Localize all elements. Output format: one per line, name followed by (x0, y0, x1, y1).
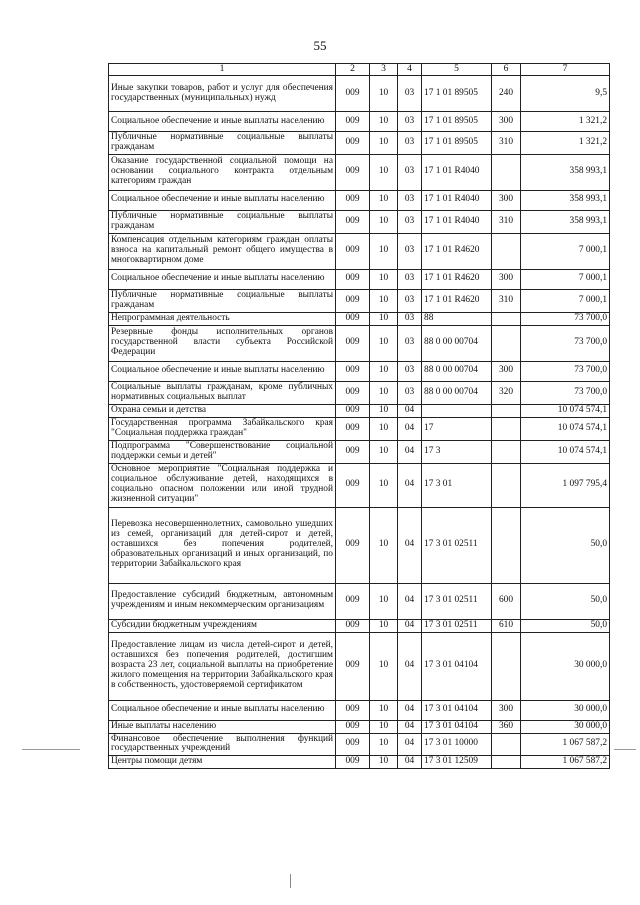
row-amount: 73 700,0 (521, 361, 610, 381)
row-target-code: 17 1 01 R4040 (422, 190, 492, 210)
row-amount: 1 067 587,2 (521, 756, 610, 769)
row-target-code: 17 1 01 R4620 (422, 289, 492, 312)
row-target-code: 17 3 01 04104 (422, 720, 492, 733)
table-row (109, 619, 610, 632)
row-target-code: 17 3 01 02511 (422, 583, 492, 619)
row-expense-type (492, 733, 521, 756)
row-grbs: 009 (336, 700, 370, 720)
row-name: Иные закупки товаров, работ и услуг для обеспечения государственных (муниципальных) нужд (109, 76, 336, 112)
row-grbs: 009 (336, 76, 370, 112)
row-grbs: 009 (336, 632, 370, 700)
row-section: 10 (370, 112, 398, 132)
row-name: Социальное обеспечение и иные выплаты населению (109, 700, 336, 720)
row-name: Иные выплаты населению (109, 720, 336, 733)
row-expense-type: 300 (492, 361, 521, 381)
row-target-code: 17 (422, 417, 492, 440)
budget-table (108, 63, 610, 769)
row-section: 10 (370, 619, 398, 632)
row-grbs: 009 (336, 404, 370, 417)
row-name: Резервные фонды исполнительных органов государственной власти субъекта Российской Федерации (109, 325, 336, 361)
row-section: 10 (370, 700, 398, 720)
row-subsection: 03 (398, 381, 422, 404)
row-amount: 7 000,1 (521, 289, 610, 312)
row-subsection: 03 (398, 289, 422, 312)
row-section: 10 (370, 233, 398, 269)
row-expense-type: 300 (492, 700, 521, 720)
row-grbs: 009 (336, 112, 370, 132)
row-expense-type (492, 632, 521, 700)
row-section: 10 (370, 440, 398, 463)
header-cell-7: 7 (521, 64, 610, 76)
row-subsection: 03 (398, 154, 422, 190)
row-subsection: 03 (398, 312, 422, 325)
row-target-code: 17 1 01 89505 (422, 112, 492, 132)
row-subsection: 04 (398, 632, 422, 700)
row-expense-type: 610 (492, 619, 521, 632)
row-target-code: 88 (422, 312, 492, 325)
header-row (109, 64, 610, 76)
row-name: Предоставление лицам из числа детей-сирот и детей, оставшихся без попечения родителей, достигшим возраста 23 лет, социальной выплаты на приобретение жилого помещения на территории Забайкальского края в собственность, удостоверяемой сертификатом (109, 632, 336, 700)
row-amount: 30 000,0 (521, 700, 610, 720)
row-subsection: 03 (398, 269, 422, 289)
row-target-code: 17 1 01 89505 (422, 76, 492, 112)
row-subsection: 03 (398, 325, 422, 361)
header-cell-4: 4 (398, 64, 422, 76)
row-subsection: 03 (398, 190, 422, 210)
row-target-code: 17 1 01 R4620 (422, 233, 492, 269)
row-name: Социальное обеспечение и иные выплаты населению (109, 190, 336, 210)
row-grbs: 009 (336, 233, 370, 269)
row-amount: 1 067 587,2 (521, 733, 610, 756)
row-grbs: 009 (336, 210, 370, 233)
row-target-code: 88 0 00 00704 (422, 381, 492, 404)
row-section: 10 (370, 361, 398, 381)
row-expense-type: 240 (492, 76, 521, 112)
table-row (109, 269, 610, 289)
row-amount: 7 000,1 (521, 233, 610, 269)
row-expense-type (492, 233, 521, 269)
row-subsection: 03 (398, 112, 422, 132)
row-target-code: 17 3 01 02511 (422, 619, 492, 632)
table-row (109, 507, 610, 583)
table-row (109, 440, 610, 463)
row-name: Социальное обеспечение и иные выплаты населению (109, 269, 336, 289)
row-expense-type (492, 507, 521, 583)
row-target-code: 88 0 00 00704 (422, 361, 492, 381)
row-name: Социальные выплаты гражданам, кроме публичных нормативных социальных выплат (109, 381, 336, 404)
table-row (109, 233, 610, 269)
row-target-code: 17 3 01 04104 (422, 632, 492, 700)
row-subsection: 04 (398, 733, 422, 756)
row-section: 10 (370, 720, 398, 733)
header-cell-2: 2 (336, 64, 370, 76)
row-grbs: 009 (336, 583, 370, 619)
row-expense-type (492, 756, 521, 769)
row-amount: 358 993,1 (521, 154, 610, 190)
table-row (109, 381, 610, 404)
row-grbs: 009 (336, 417, 370, 440)
row-expense-type (492, 404, 521, 417)
header-cell-1: 1 (109, 64, 336, 76)
row-subsection: 03 (398, 233, 422, 269)
row-expense-type: 360 (492, 720, 521, 733)
row-section: 10 (370, 507, 398, 583)
row-expense-type (492, 440, 521, 463)
row-name: Публичные нормативные социальные выплаты гражданам (109, 210, 336, 233)
row-amount: 30 000,0 (521, 632, 610, 700)
row-section: 10 (370, 289, 398, 312)
row-section: 10 (370, 312, 398, 325)
row-target-code: 17 1 01 R4620 (422, 269, 492, 289)
row-name: Публичные нормативные социальные выплаты гражданам (109, 132, 336, 155)
page-number: 55 (313, 38, 327, 53)
table-row (109, 733, 610, 756)
row-name: Перевозка несовершеннолетних, самовольно ушедших из семей, организаций для детей-сирот и детей, оставшихся без попечения родителей, образовательных организаций и иных организаций, по территории Забайкальского края (109, 507, 336, 583)
row-subsection: 03 (398, 210, 422, 233)
row-target-code: 17 1 01 R4040 (422, 210, 492, 233)
row-expense-type: 300 (492, 190, 521, 210)
table-row (109, 112, 610, 132)
row-section: 10 (370, 190, 398, 210)
row-target-code: 17 1 01 89505 (422, 132, 492, 155)
row-expense-type (492, 325, 521, 361)
row-amount: 1 097 795,4 (521, 463, 610, 507)
table-row (109, 190, 610, 210)
scan-line-right (614, 749, 636, 750)
row-section: 10 (370, 210, 398, 233)
row-section: 10 (370, 583, 398, 619)
row-target-code: 17 3 (422, 440, 492, 463)
table-row (109, 700, 610, 720)
row-expense-type (492, 417, 521, 440)
row-subsection: 04 (398, 463, 422, 507)
row-subsection: 04 (398, 756, 422, 769)
row-amount: 73 700,0 (521, 381, 610, 404)
row-name: Социальное обеспечение и иные выплаты населению (109, 112, 336, 132)
header-cell-6: 6 (492, 64, 521, 76)
row-target-code: 17 1 01 R4040 (422, 154, 492, 190)
row-expense-type (492, 154, 521, 190)
row-amount: 1 321,2 (521, 132, 610, 155)
row-section: 10 (370, 154, 398, 190)
row-name: Охрана семьи и детства (109, 404, 336, 417)
row-section: 10 (370, 417, 398, 440)
table-row (109, 463, 610, 507)
row-grbs: 009 (336, 463, 370, 507)
row-amount: 7 000,1 (521, 269, 610, 289)
row-target-code: 17 3 01 (422, 463, 492, 507)
table-row (109, 756, 610, 769)
row-target-code (422, 404, 492, 417)
row-grbs: 009 (336, 269, 370, 289)
row-expense-type: 600 (492, 583, 521, 619)
table-row (109, 76, 610, 112)
row-name: Центры помощи детям (109, 756, 336, 769)
scan-mark-bottom (290, 874, 291, 888)
row-subsection: 03 (398, 132, 422, 155)
row-section: 10 (370, 325, 398, 361)
table-row (109, 417, 610, 440)
row-subsection: 04 (398, 417, 422, 440)
table-row (109, 132, 610, 155)
row-grbs: 009 (336, 190, 370, 210)
row-target-code: 17 3 01 04104 (422, 700, 492, 720)
table-row (109, 720, 610, 733)
row-target-code: 88 0 00 00704 (422, 325, 492, 361)
row-section: 10 (370, 381, 398, 404)
row-grbs: 009 (336, 325, 370, 361)
table-row (109, 583, 610, 619)
row-section: 10 (370, 733, 398, 756)
row-name: Государственная программа Забайкальского края "Социальная поддержка граждан" (109, 417, 336, 440)
row-name: Социальное обеспечение и иные выплаты населению (109, 361, 336, 381)
row-section: 10 (370, 756, 398, 769)
row-section: 10 (370, 404, 398, 417)
row-amount: 10 074 574,1 (521, 417, 610, 440)
row-subsection: 04 (398, 404, 422, 417)
row-amount: 1 321,2 (521, 112, 610, 132)
row-subsection: 04 (398, 583, 422, 619)
table-row (109, 404, 610, 417)
row-subsection: 04 (398, 619, 422, 632)
row-name: Финансовое обеспечение выполнения функций государственных учреждений (109, 733, 336, 756)
row-name: Подпрограмма "Совершенствование социальной поддержки семьи и детей" (109, 440, 336, 463)
row-name: Субсидии бюджетным учреждениям (109, 619, 336, 632)
row-amount: 9,5 (521, 76, 610, 112)
row-expense-type: 310 (492, 132, 521, 155)
row-amount: 73 700,0 (521, 325, 610, 361)
table-row (109, 325, 610, 361)
row-name: Основное мероприятие "Социальная поддержка и социальное обслуживание детей, находящихся в социально опасном положении или иной трудной жизненной ситуации" (109, 463, 336, 507)
row-section: 10 (370, 76, 398, 112)
row-name: Оказание государственной социальной помощи на основании социального контракта отдельным категориям граждан (109, 154, 336, 190)
row-amount: 358 993,1 (521, 210, 610, 233)
row-subsection: 04 (398, 720, 422, 733)
row-expense-type (492, 312, 521, 325)
row-grbs: 009 (336, 132, 370, 155)
row-subsection: 04 (398, 440, 422, 463)
row-grbs: 009 (336, 440, 370, 463)
scan-line-left (22, 749, 80, 750)
row-amount: 10 074 574,1 (521, 404, 610, 417)
row-amount: 50,0 (521, 507, 610, 583)
row-section: 10 (370, 269, 398, 289)
table-row (109, 154, 610, 190)
row-amount: 358 993,1 (521, 190, 610, 210)
row-amount: 50,0 (521, 583, 610, 619)
row-section: 10 (370, 132, 398, 155)
row-expense-type: 320 (492, 381, 521, 404)
row-target-code: 17 3 01 02511 (422, 507, 492, 583)
row-subsection: 04 (398, 700, 422, 720)
row-section: 10 (370, 463, 398, 507)
row-amount: 30 000,0 (521, 720, 610, 733)
row-amount: 50,0 (521, 619, 610, 632)
row-grbs: 009 (336, 507, 370, 583)
row-subsection: 03 (398, 76, 422, 112)
row-target-code: 17 3 01 10000 (422, 733, 492, 756)
row-grbs: 009 (336, 381, 370, 404)
table-row (109, 312, 610, 325)
row-expense-type (492, 463, 521, 507)
row-name: Предоставление субсидий бюджетным, автономным учреждениям и иным некоммерческим организациям (109, 583, 336, 619)
row-grbs: 009 (336, 756, 370, 769)
row-grbs: 009 (336, 361, 370, 381)
row-grbs: 009 (336, 154, 370, 190)
row-grbs: 009 (336, 619, 370, 632)
header-cell-5: 5 (422, 64, 492, 76)
row-name: Публичные нормативные социальные выплаты гражданам (109, 289, 336, 312)
row-target-code: 17 3 01 12509 (422, 756, 492, 769)
header-cell-3: 3 (370, 64, 398, 76)
row-section: 10 (370, 632, 398, 700)
table-row (109, 289, 610, 312)
row-expense-type: 310 (492, 210, 521, 233)
row-name: Непрограммная деятельность (109, 312, 336, 325)
table-row (109, 210, 610, 233)
row-subsection: 04 (398, 507, 422, 583)
row-subsection: 03 (398, 361, 422, 381)
row-grbs: 009 (336, 733, 370, 756)
row-grbs: 009 (336, 289, 370, 312)
table-row (109, 632, 610, 700)
row-name: Компенсация отдельным категориям граждан оплаты взноса на капитальный ремонт общего имущества в многоквартирном доме (109, 233, 336, 269)
row-grbs: 009 (336, 312, 370, 325)
row-expense-type: 300 (492, 112, 521, 132)
row-amount: 73 700,0 (521, 312, 610, 325)
row-grbs: 009 (336, 720, 370, 733)
row-expense-type: 300 (492, 269, 521, 289)
row-amount: 10 074 574,1 (521, 440, 610, 463)
table-row (109, 361, 610, 381)
row-expense-type: 310 (492, 289, 521, 312)
